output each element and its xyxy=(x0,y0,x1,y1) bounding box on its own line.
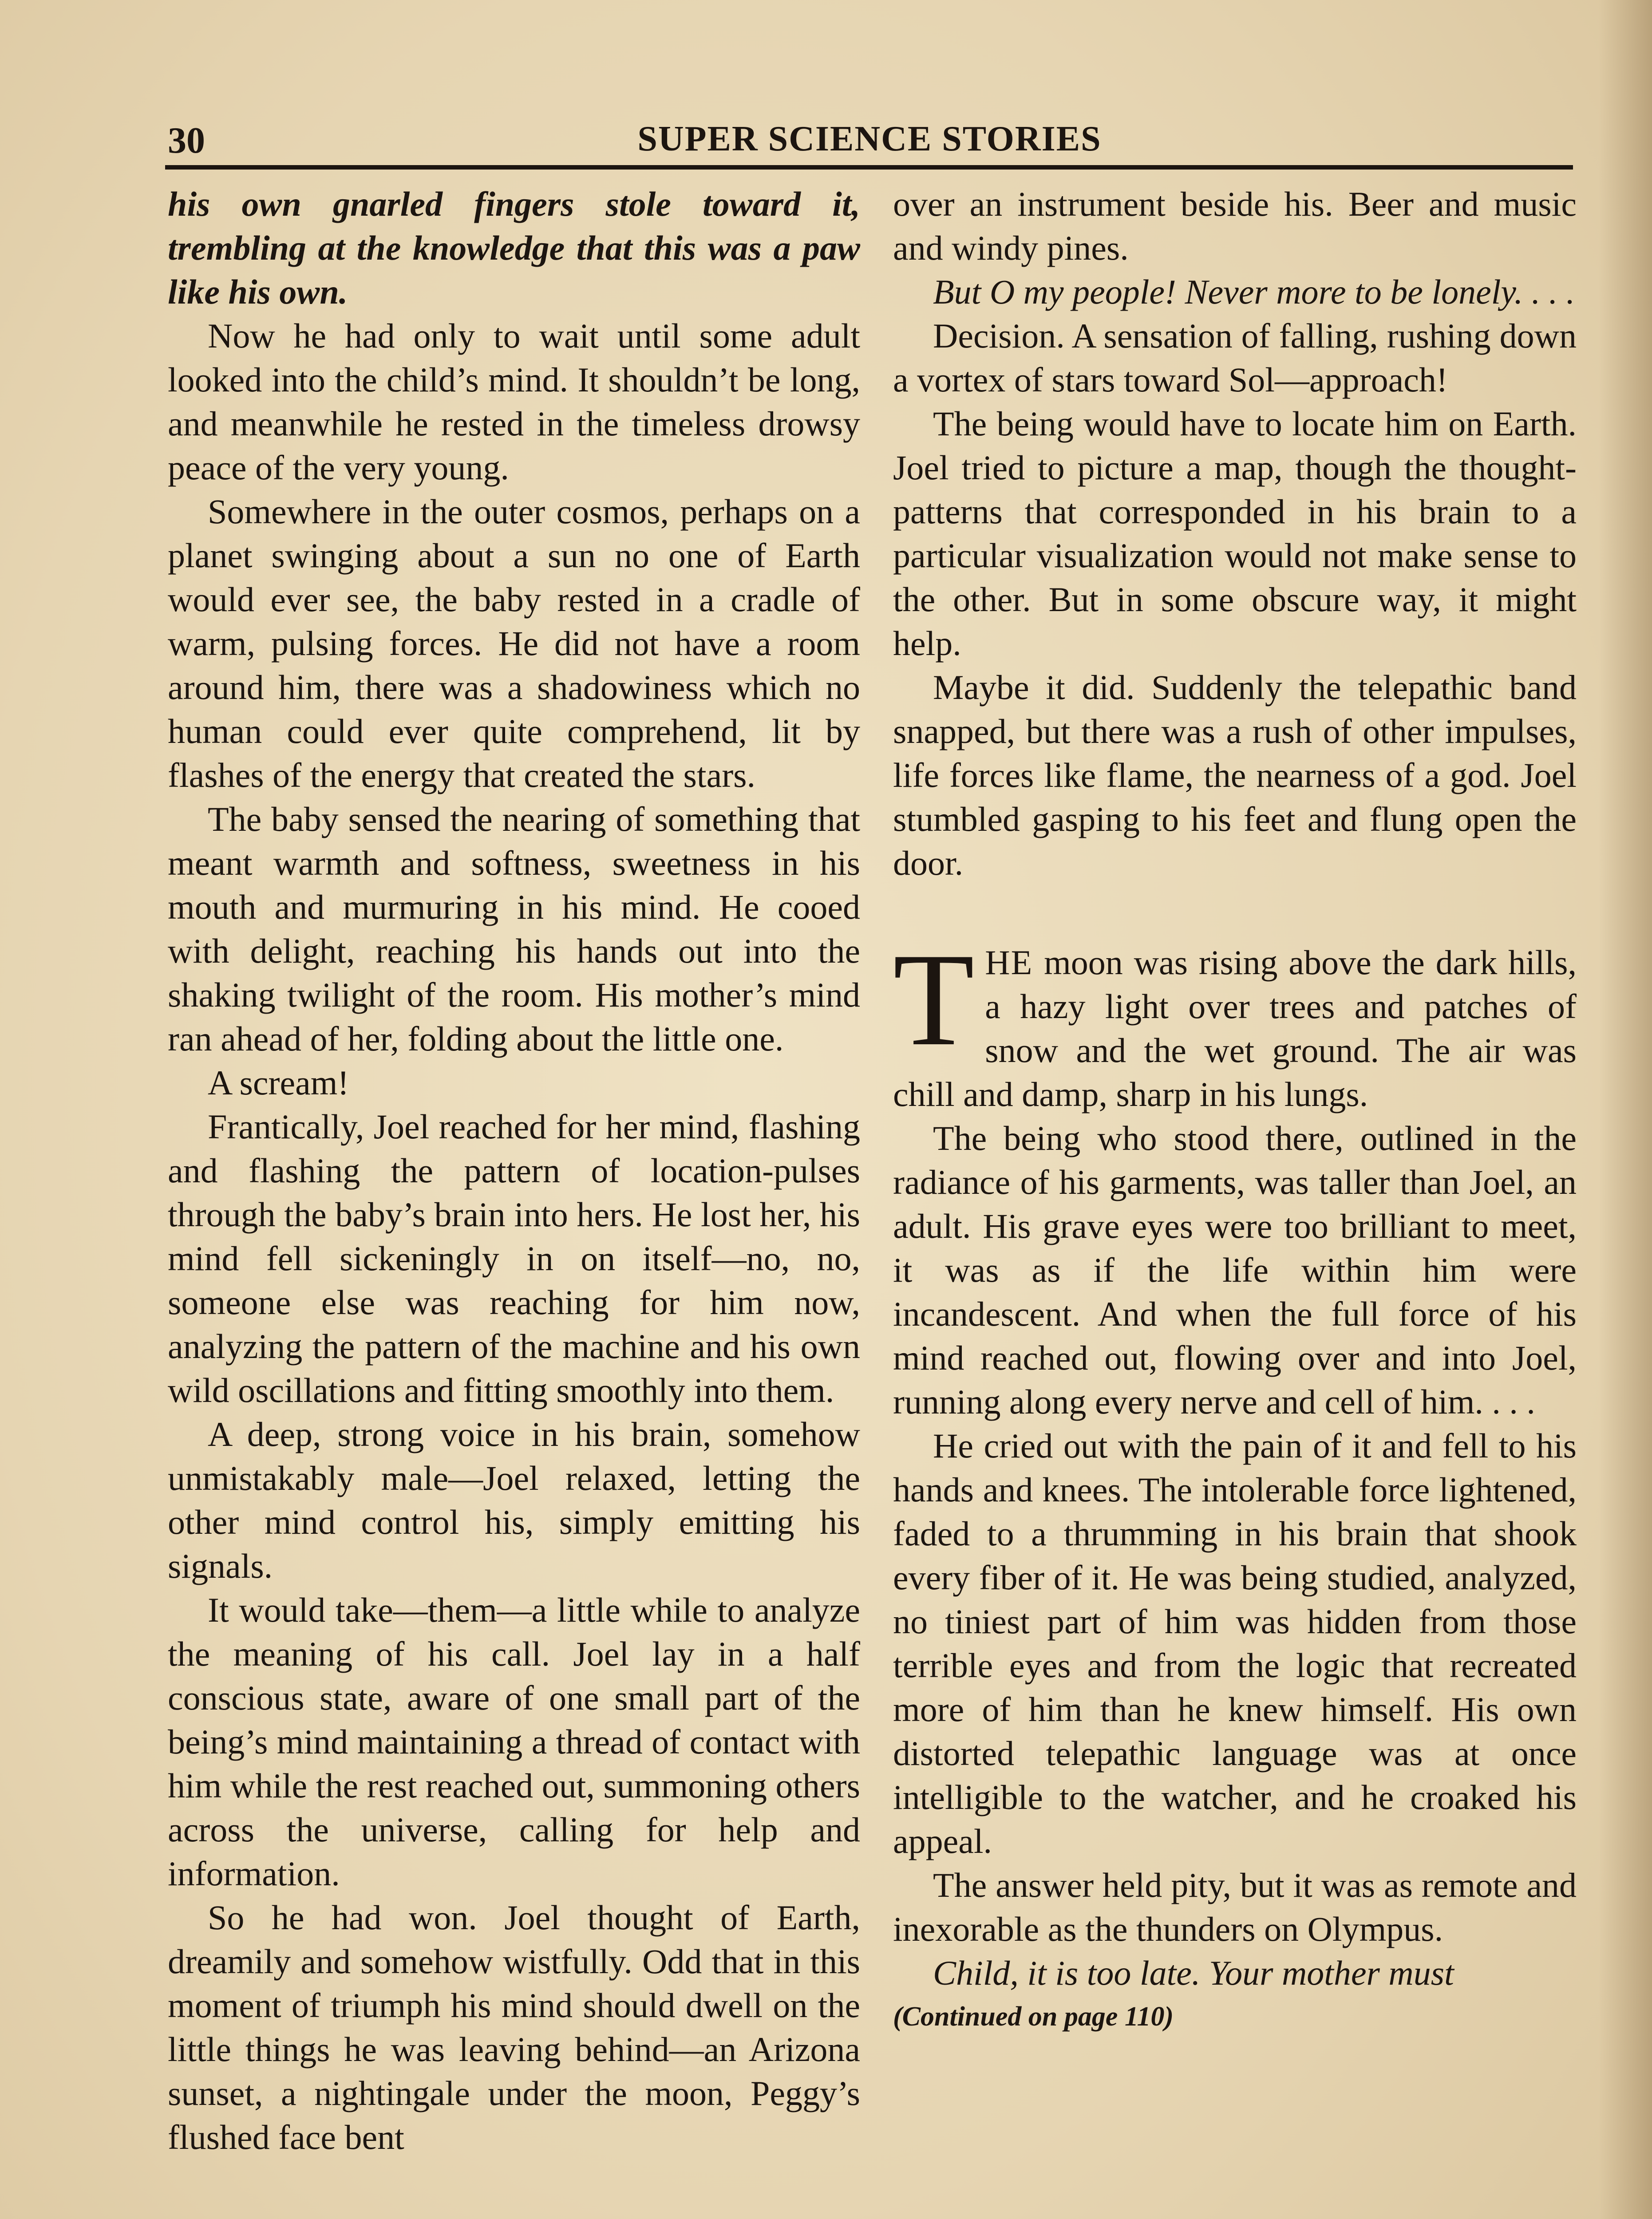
paragraph: over an instrument beside his. Beer and music and windy pines. xyxy=(893,185,1577,267)
header-rule xyxy=(165,165,1573,170)
section-break xyxy=(893,885,1577,940)
paragraph: A scream! xyxy=(208,1063,349,1102)
paragraph: Maybe it did. Suddenly the telepathic band snapped, but there was a rush of other impulses, life forces like flame, the nearness of a god. Joel stumbled gasping to his feet and flung open the door. xyxy=(893,668,1577,882)
paragraph: It would take—them—a little while to analyze the meaning of his call. Joel lay in a half conscious state, aware of one small part of the being’s mind maintaining a thread of contact with him while the rest reached out, summoning others across the universe, calling for help and information. xyxy=(168,1591,860,1893)
paragraph: He cried out with the pain of it and fell to his hands and knees. The intolerable force lightened, faded to a thrumming in his brain that shook every fiber of it. He was being studied, analyzed, no tiniest part of him was hidden from those terrible eyes and from the logic that recreated more of him than he knew himself. His own distorted telepathic language was at once intelligible to the watcher, and he croaked his appeal. xyxy=(893,1426,1577,1860)
left-column xyxy=(168,182,860,2159)
paragraph: The being who stood there, outlined in the radiance of his garments, was taller than Joel, an adult. His grave eyes were too brilliant to meet, it was as if the life within him were incandescent. And when the full force of his mind reached out, flowing over and into Joel, running along every nerve and cell of him. . . . xyxy=(893,1119,1577,1421)
paragraph-text: moon was rising above the dark hills, a hazy light over trees and patches of snow and the wet ground. The air was chill and damp, sharp in his lungs. xyxy=(893,943,1577,1113)
paragraph: A deep, strong voice in his brain, somehow unmistakably male—Joel relaxed, letting the other mind control his, simply emitting his signals. xyxy=(168,1415,860,1585)
right-column xyxy=(893,182,1577,2039)
drop-cap: T xyxy=(893,926,975,1073)
paragraph: The being would have to locate him on Earth. Joel tried to picture a map, though the thought-patterns that corresponded in his brain to a particular visualization would not make sense to the other. But in some obscure way, it might help. xyxy=(893,404,1577,663)
paragraph: Child, it is too late. Your mother must xyxy=(933,1954,1454,1992)
page-spine-shadow xyxy=(1599,0,1652,2219)
paragraph: Decision. A sensation of falling, rushing down a vortex of stars toward Sol—approach! xyxy=(893,316,1577,399)
paragraph: The answer held pity, but it was as remote and inexorable as the thunders on Olympus. xyxy=(893,1866,1577,1948)
paragraph: Now he had only to wait until some adult looked into the child’s mind. It shouldn’t be long, and meanwhile he rested in the timeless drowsy peace of the very young. xyxy=(168,316,860,487)
paragraph: Frantically, Joel reached for her mind, flashing and flashing the pattern of location-pulses through the baby’s brain into hers. He lost her, his mind fell sickeningly in on itself—no, no, someone else was reaching for him now, analyzing the pattern of the machine and his own wild oscillations and fitting smoothly into them. xyxy=(168,1107,860,1410)
section-opening-paragraph xyxy=(893,926,1577,1116)
paragraph: So he had won. Joel thought of Earth, dreamily and somehow wistfully. Odd that in this moment of triumph his mind should dwell on the little things he was leaving behind—an Arizona sunset, a nightingale under the moon, Peggy’s flushed face bent xyxy=(168,1898,860,2156)
paragraph: Somewhere in the outer cosmos, perhaps on a planet swinging about a sun no one of Earth would ever see, the baby rested in a cradle of warm, pulsing forces. He did not have a room around him, there was a shadowiness which no human could ever quite comprehend, lit by flashes of the energy that created the stars. xyxy=(168,492,860,794)
page-number: 30 xyxy=(168,120,205,161)
page-header xyxy=(168,119,1571,168)
running-title: SUPER SCIENCE STORIES xyxy=(637,119,1102,158)
small-caps-lead: HE xyxy=(985,943,1033,982)
continued-note: (Continued on page 110) xyxy=(893,2002,1174,2032)
paragraph: his own gnarled fingers stole toward it, trembling at the knowledge that this was a paw like his own. xyxy=(168,185,860,311)
paragraph: But O my people! Never more to be lonely. . . . xyxy=(933,272,1575,311)
paragraph: The baby sensed the nearing of something that meant warmth and softness, sweetness in his mouth and murmuring in his mind. He cooed with delight, reaching his hands out into the shaking twilight of the room. His mother’s mind ran ahead of her, folding about the little one. xyxy=(168,800,860,1058)
